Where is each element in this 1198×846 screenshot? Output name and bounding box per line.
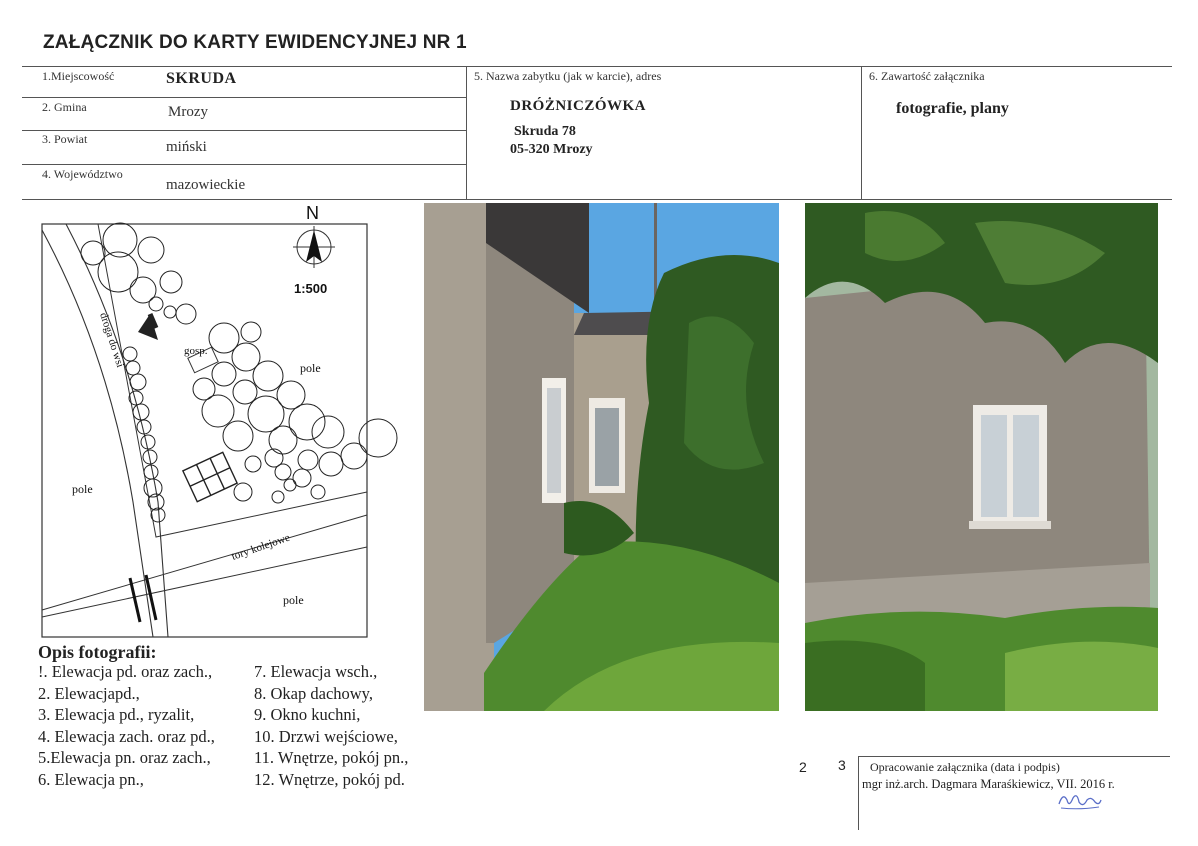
prepared-top-line <box>858 756 1170 757</box>
prepared-author: mgr inż.arch. Dagmara Maraśkiewicz, VII. 2016 r. <box>862 777 1115 791</box>
gmina-label: 2. Gmina <box>42 100 87 114</box>
photo-number-2: 2 <box>799 759 807 775</box>
caption-item: 12. Wnętrze, pokój pd. <box>254 769 405 789</box>
gmina-value: Mrozy <box>168 104 208 120</box>
caption-item: 5.Elewacja pn. oraz zach., <box>38 748 211 767</box>
miejscowosc-label: 1.Miejscowość <box>42 69 115 83</box>
caption-item: 8. Okap dachowy, <box>254 683 373 703</box>
description-col2 <box>254 661 408 790</box>
page-title: ZAŁĄCZNIK DO KARTY EWIDENCYJNEJ NR 1 <box>43 32 467 53</box>
caption-item: 6. Elewacja pn., <box>38 769 144 789</box>
prepared-label: Opracowanie załącznika (data i podpis) <box>870 760 1060 774</box>
pole-bottom-label: pole <box>283 593 304 607</box>
pole-left-label: pole <box>72 482 93 496</box>
photo-number-3: 3 <box>838 757 846 773</box>
address-line1: Skruda 78 <box>514 124 576 139</box>
gosp-label: gosp. <box>184 345 208 357</box>
road-label: droga do wsi <box>97 311 127 369</box>
caption-item: 9. Okno kuchni, <box>254 705 361 724</box>
caption-item: 3. Elewacja pd., ryzalit, <box>38 705 195 724</box>
caption-item: 7. Elewacja wsch., <box>254 662 378 681</box>
nazwa-label: 5. Nazwa zabytku (jak w karcie), adres <box>474 69 662 83</box>
caption-item: 4. Elewacja zach. oraz pd., <box>38 726 215 746</box>
pole-top-label: pole <box>300 361 321 375</box>
photo-2 <box>424 203 779 711</box>
caption-item: 2. Elewacjapd., <box>38 683 140 703</box>
powiat-label: 3. Powiat <box>42 132 88 146</box>
description-col1 <box>38 661 215 790</box>
caption-item: 11. Wnętrze, pokój pn., <box>254 748 409 767</box>
nazwa-value: DRÓŻNICZÓWKA <box>510 98 647 114</box>
photo-3 <box>805 203 1158 711</box>
signature <box>1055 790 1105 812</box>
header-bottom-line <box>22 199 1172 200</box>
site-plan <box>38 202 408 642</box>
zawartosc-label: 6. Zawartość załącznika <box>869 69 985 83</box>
scale-label: 1:500 <box>294 281 328 296</box>
prepared-left-line <box>858 756 859 830</box>
rail-label: tory kolejowe <box>230 531 292 563</box>
miejscowosc-value: SKRUDA <box>166 70 237 87</box>
header-top-line <box>22 66 1172 67</box>
north-label: N <box>306 203 319 223</box>
powiat-value: miński <box>166 139 207 155</box>
description-heading: Opis fotografii: <box>38 642 157 662</box>
caption-item: !. Elewacja pd. oraz zach., <box>38 662 213 681</box>
compass-icon <box>293 226 335 268</box>
zawartosc-value: fotografie, plany <box>896 100 1009 117</box>
wojewodztwo-value: mazowieckie <box>166 177 246 193</box>
address-line2: 05-320 Mrozy <box>510 142 593 157</box>
wojewodztwo-label: 4. Województwo <box>42 167 123 181</box>
caption-item: 10. Drzwi wejściowe, <box>254 726 398 746</box>
